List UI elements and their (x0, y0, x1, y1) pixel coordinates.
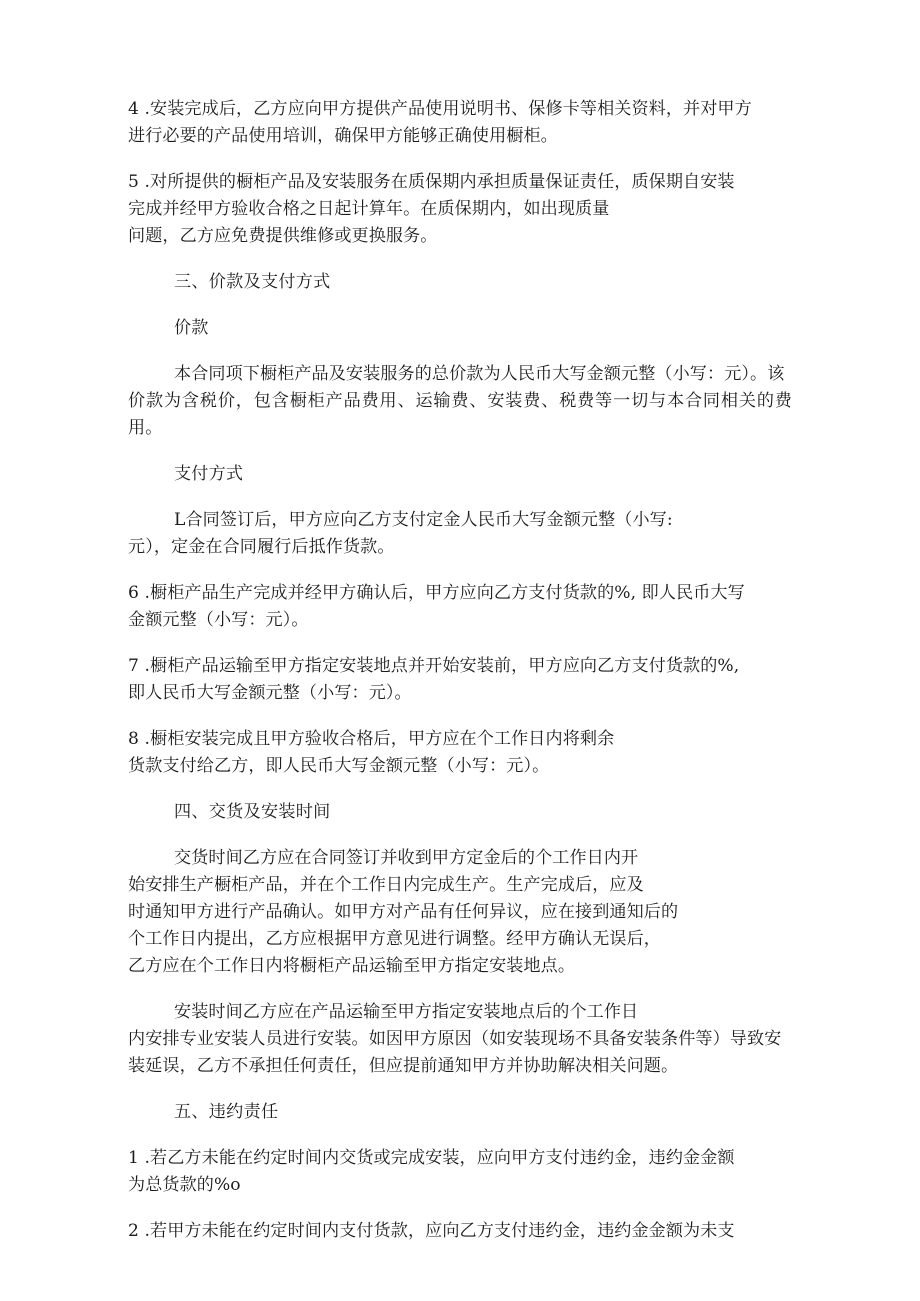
paragraph-delivery-time-line-2: 始安排生产橱柜产品，并在个工作日内完成生产。生产完成后，应及 (128, 875, 644, 895)
paragraph-item-6 (128, 580, 792, 634)
paragraph-item-8 (128, 726, 792, 780)
paragraph-payment-item-1-line-2: 元），定金在合同履行后抵作货款。 (128, 537, 395, 557)
paragraph-breach-item-1-line-1: 1 .若乙方未能在约定时间内交货或完成安装，应向甲方支付违约金，违约金金额 (128, 1148, 735, 1168)
paragraph-delivery-time-line-5: 乙方应在个工作日内将橱柜产品运输至甲方指定安装地点。 (128, 956, 576, 976)
paragraph-item-7-line-1: 7 .橱柜产品运输至甲方指定安装地点并开始安装前，甲方应向乙方支付货款的%, (128, 656, 740, 676)
document-body (128, 96, 792, 1264)
paragraph-installation-time (128, 999, 792, 1080)
paragraph-item-4 (128, 96, 792, 150)
paragraph-item-5 (128, 169, 792, 250)
paragraph-item-5-line-3: 问题，乙方应免费提供维修或更换服务。 (128, 226, 438, 246)
paragraph-item-4-line-1: 4 .安装完成后，乙方应向甲方提供产品使用说明书、保修卡等相关资料，并对甲方 (128, 99, 752, 119)
paragraph-item-5-line-2: 完成并经甲方验收合格之日起计算年。在质保期内，如出现质量 (128, 199, 610, 219)
paragraph-item-8-line-2: 货款支付给乙方，即人民币大写金额元整（小写：元）。 (128, 756, 550, 776)
paragraph-breach-item-1-line-2: 为总货款的%o (128, 1175, 241, 1195)
paragraph-delivery-time-line-3: 时通知甲方进行产品确认。如甲方对产品有任何异议，应在接到通知后的 (128, 902, 679, 922)
paragraph-payment-item-1 (128, 507, 792, 561)
paragraph-price-line-1 (128, 361, 792, 388)
paragraph-price-line-2: 价款为含税价，包含橱柜产品费用、运输费、安装费、税费等一切与本合同相关的费用。 (128, 391, 792, 438)
paragraph-breach-item-1 (128, 1145, 792, 1199)
paragraph-item-7-line-2: 即人民币大写金额元整（小写：元）。 (128, 683, 412, 703)
paragraph-price-line-1-text: 本合同项下橱柜产品及安装服务的总价款为人民币大写金额元整（小写：元）。该 (174, 364, 785, 384)
paragraph-breach-item-2-line-1: 2 .若甲方未能在约定时间内支付货款，应向乙方支付违约金，违约金金额为未支 (128, 1221, 735, 1241)
heading-section-three: 三、价款及支付方式 (174, 272, 331, 292)
paragraph-item-6-line-1: 6 .橱柜产品生产完成并经甲方确认后，甲方应向乙方支付货款的%, 即人民币大写 (128, 583, 745, 603)
paragraph-item-7 (128, 653, 792, 707)
paragraph-delivery-time (128, 845, 792, 980)
paragraph-breach-item-2 (128, 1218, 792, 1245)
paragraph-delivery-time-line-1 (128, 845, 792, 872)
paragraph-installation-time-line-1 (128, 999, 792, 1026)
paragraph-item-4-line-2: 进行必要的产品使用培训，确保甲方能够正确使用橱柜。 (128, 126, 558, 146)
paragraph-installation-time-line-1-text: 安装时间乙方应在产品运输至甲方指定安装地点后的个工作日 (174, 1002, 639, 1022)
heading-section-five: 五、违约责任 (174, 1102, 279, 1122)
paragraph-item-8-line-1: 8 .橱柜安装完成且甲方验收合格后，甲方应在个工作日内将剩余 (128, 729, 615, 749)
paragraph-installation-time-line-2: 内安排专业安装人员进行安装。如因甲方原因（如安装现场不具备安装条件等）导致安 (128, 1029, 782, 1049)
heading-section-four: 四、交货及安装时间 (174, 802, 331, 822)
paragraph-installation-time-line-3: 装延误，乙方不承担任何责任，但应提前通知甲方并协助解决相关问题。 (128, 1056, 679, 1076)
subheading-price: 价款 (174, 318, 209, 338)
paragraph-delivery-time-line-1-text: 交货时间乙方应在合同签订并收到甲方定金后的个工作日内开 (174, 848, 639, 868)
paragraph-item-5-line-1: 5 .对所提供的橱柜产品及安装服务在质保期内承担质量保证责任，质保期自安装 (128, 172, 735, 192)
subheading-payment: 支付方式 (174, 464, 244, 484)
paragraph-price (128, 361, 792, 442)
paragraph-payment-item-1-line-1-text: L合同签订后，甲方应向乙方支付定金人民币大写金额元整（小写: (174, 510, 673, 530)
paragraph-payment-item-1-line-1 (128, 507, 792, 534)
paragraph-delivery-time-line-4: 个工作日内提出，乙方应根据甲方意见进行调整。经甲方确认无误后， (128, 929, 662, 949)
paragraph-item-6-line-2: 金额元整（小写：元）。 (128, 610, 309, 630)
